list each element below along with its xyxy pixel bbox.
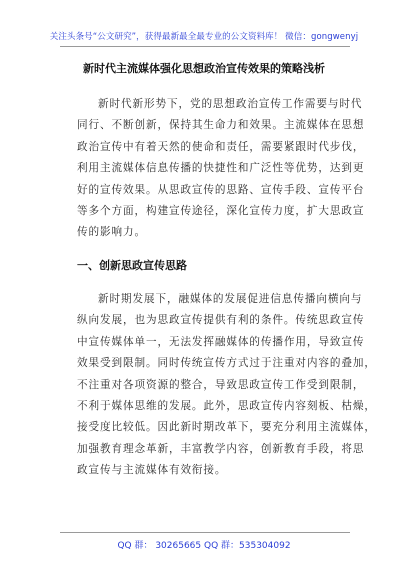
paragraph-line: 加强教育理念革新，丰富教学内容，创新教育手段，将思 [77, 442, 365, 455]
section-paragraph [77, 289, 376, 482]
paragraph-line: 不利于媒体思维的发展。此外，思政宣传内容刻板、枯燥， [77, 400, 376, 413]
paragraph-line: 政宣传与主流媒体有效衔接。 [77, 464, 227, 477]
paragraph-line: 利用主流媒体信息传播的快捷性和广泛性等优势，达到更 [77, 162, 365, 175]
paragraph-line: 同行、不断创新，保持其生命力和效果。主流媒体在思想 [77, 119, 365, 132]
header-divider [60, 46, 350, 47]
paragraph-line: 中宣传媒体单一，无法发挥融媒体的传播作用，导致宣传 [77, 335, 365, 348]
paragraph-line: 好的宣传效果。从思政宣传的思路、宣传手段、宣传平台 [77, 183, 365, 196]
paragraph-line: 新时期发展下，融媒体的发展促进信息传播向横向与 [98, 293, 363, 305]
intro-paragraph [77, 94, 365, 244]
paragraph-line: 新时代新形势下，党的思想政治宣传工作需要与时代 [98, 98, 363, 110]
paragraph-line: 效果受到限制。同时传统宣传方式过于注重对内容的叠加， [77, 357, 376, 370]
paragraph-line: 政治宣传中有着天然的使命和责任，需要紧跟时代步伐， [77, 140, 365, 153]
header-promo-text: 关注头条号“公文研究”，获得最新最全最专业的公文资料库！ 微信：gongwenyj [49, 32, 359, 42]
paragraph-line: 等多个方面，构建宣传途径，深化宣传力度，扩大思政宣 [77, 205, 365, 218]
footer-qq-groups: QQ 群： 30265665 QQ 群：535304092 [117, 541, 291, 551]
paragraph-line: 不注重对各项资源的整合，导致思政宣传工作受到限制， [77, 378, 365, 391]
paragraph-line: 传的影响力。 [77, 226, 146, 239]
paragraph-line: 接受度比较低。因此新时期改革下，要充分利用主流媒体， [77, 421, 376, 434]
document-title: 新时代主流媒体强化思想政治宣传效果的策略浅析 [83, 62, 325, 75]
paragraph-line: 纵向发展，也为思政宣传提供有利的条件。传统思政宣传 [77, 314, 365, 327]
section-heading: 一、创新思政宣传思路 [77, 259, 187, 272]
footer-divider [60, 532, 350, 533]
